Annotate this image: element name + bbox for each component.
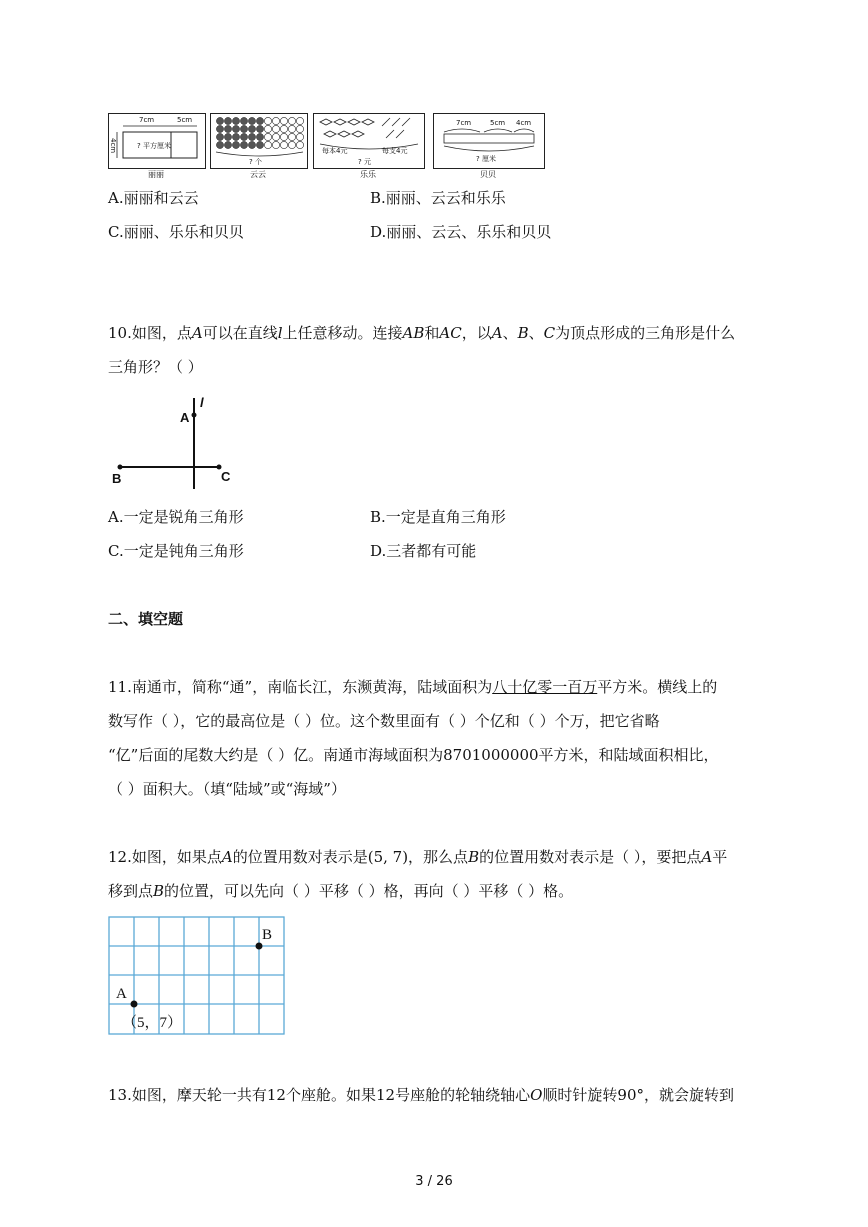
q9-figure-yunyun xyxy=(210,113,308,169)
q10-option-b[interactable]: B.一定是直角三角形 xyxy=(370,508,506,526)
q9-figure-lele xyxy=(313,113,425,169)
q10-var-a: A xyxy=(491,324,503,342)
q12-line1 xyxy=(108,847,727,867)
q10-option-d[interactable]: D.三者都有可能 xyxy=(370,542,477,560)
q9-option-d[interactable]: D.丽丽、云云、乐乐和贝贝 xyxy=(370,223,552,241)
q10-text: ，以 xyxy=(461,324,492,342)
q12-line2 xyxy=(108,881,573,901)
lili-area-question: ? 平方厘米 xyxy=(137,142,171,150)
q13-number: 12 xyxy=(375,1086,396,1104)
q10-var-a: A xyxy=(191,324,203,342)
q13-text: ，就会旋转到 xyxy=(644,1086,735,1104)
q12-text: 12.如图，如果点 xyxy=(108,848,222,866)
q12-pair: (5, 7) xyxy=(367,848,409,866)
q9-option-a[interactable]: A.丽丽和云云 xyxy=(108,189,199,207)
q11-line1 xyxy=(108,677,717,697)
q11-line4: （ ）面积大。（填“陆域”或“海域”） xyxy=(108,780,346,798)
q10-var-ab: AB xyxy=(402,324,425,342)
q11-text: 平方米，和陆域面积相比， xyxy=(538,746,719,764)
q11-sea-area-number: 8701000000 xyxy=(443,746,539,764)
q10-text: 为顶点形成的三角形是什么 xyxy=(555,324,736,342)
beibei-seg3-label: 4cm xyxy=(516,119,532,127)
q10-stem-line2: 三角形？（ ） xyxy=(108,358,203,376)
q12-text: 的位置，可以先向（ ）平移（ ）格，再向（ ）平移（ ）格。 xyxy=(164,882,574,900)
q9-figure-beibei xyxy=(433,113,545,169)
q10-option-a[interactable]: A.一定是锐角三角形 xyxy=(108,508,244,526)
q9-option-b[interactable]: B.丽丽、云云和乐乐 xyxy=(370,189,506,207)
q10-text: 、 xyxy=(502,324,518,342)
q11-text: 11.南通市，简称“通”，南临长江，东濒黄海，陆域面积为 xyxy=(108,678,493,696)
q10-var-b: B xyxy=(517,324,529,342)
q10-text: 10.如图，点 xyxy=(108,324,192,342)
q12-grid-coord-label: （5，7） xyxy=(122,1015,183,1031)
q10-figure xyxy=(108,395,248,490)
caption-lili: 丽丽 xyxy=(148,170,164,179)
q11-text: “亿”后面的尾数大约是（ ）亿。南通市海域面积为 xyxy=(108,746,444,764)
q12-text: ，那么点 xyxy=(408,848,469,866)
q12-text: 移到点 xyxy=(108,882,154,900)
q10-fig-point-c: C xyxy=(221,469,231,484)
lili-seg2-label: 5cm xyxy=(177,116,193,124)
q10-fig-line-l: l xyxy=(200,395,204,410)
q10-option-c[interactable]: C.一定是钝角三角形 xyxy=(108,542,244,560)
q13-line1 xyxy=(108,1085,734,1105)
q13-var-o: O xyxy=(530,1086,543,1104)
lili-side-label: 4cm xyxy=(109,138,117,154)
q11-text: 平方米。横线上的 xyxy=(597,678,718,696)
q12-text: 的位置用数对表示是（ ），要把点 xyxy=(479,848,702,866)
beibei-seg2-label: 5cm xyxy=(490,119,506,127)
page-number: 3 / 26 xyxy=(415,1174,453,1189)
q9-figure-lili xyxy=(108,113,206,169)
beibei-seg1-label: 7cm xyxy=(456,119,472,127)
q12-text: 的位置用数对表示是 xyxy=(232,848,368,866)
q12-var-b: B xyxy=(153,882,165,900)
q10-text: 上任意移动。连接 xyxy=(282,324,403,342)
q11-underlined-number: 八十亿零一百万 xyxy=(492,678,598,696)
q13-text: 顺时针旋转 xyxy=(542,1086,618,1104)
q9-option-c[interactable]: C.丽丽、乐乐和贝贝 xyxy=(108,223,244,241)
caption-lele: 乐乐 xyxy=(360,170,376,179)
q12-var-a: A xyxy=(701,848,713,866)
q10-fig-point-b: B xyxy=(112,471,122,486)
section-heading: 二、填空题 xyxy=(108,610,184,628)
caption-beibei: 贝贝 xyxy=(480,170,496,179)
q10-var-l: l xyxy=(277,324,283,342)
q10-fig-point-a: A xyxy=(180,410,190,425)
q10-text: 和 xyxy=(424,324,440,342)
q10-text: 可以在直线 xyxy=(202,324,278,342)
q13-text: 号座舱的轮轴绕轴心 xyxy=(395,1086,531,1104)
q12-var-a: A xyxy=(221,848,233,866)
q12-text: 平 xyxy=(712,848,728,866)
lele-right-note: 每支4元 xyxy=(382,147,408,155)
q13-text: 13.如图，摩天轮一共有 xyxy=(108,1086,267,1104)
q10-var-c: C xyxy=(543,324,556,342)
q13-number: 12 xyxy=(266,1086,286,1104)
q10-var-ac: AC xyxy=(439,324,462,342)
lele-left-note: 每本4元 xyxy=(322,147,348,155)
q13-text: 个座舱。如果 xyxy=(285,1086,376,1104)
lili-seg1-label: 7cm xyxy=(139,116,155,124)
q10-stem-line1 xyxy=(108,323,735,343)
caption-yunyun: 云云 xyxy=(250,170,266,179)
q13-degree: 90° xyxy=(617,1086,644,1104)
q12-grid-figure xyxy=(108,916,286,1038)
beibei-total-question: ? 厘米 xyxy=(476,155,496,163)
q12-var-b: B xyxy=(468,848,480,866)
yunyun-count-question: ? 个 xyxy=(249,158,262,166)
q12-grid-point-a: A xyxy=(116,986,127,1002)
q11-line3 xyxy=(108,745,719,765)
q11-line2: 数写作（ ），它的最高位是（ ）位。这个数里面有（ ）个亿和（ ）个万，把它省略 xyxy=(108,712,660,730)
lele-total-question: ? 元 xyxy=(358,158,371,166)
q10-text: 、 xyxy=(528,324,544,342)
q12-grid-point-b: B xyxy=(262,927,273,943)
